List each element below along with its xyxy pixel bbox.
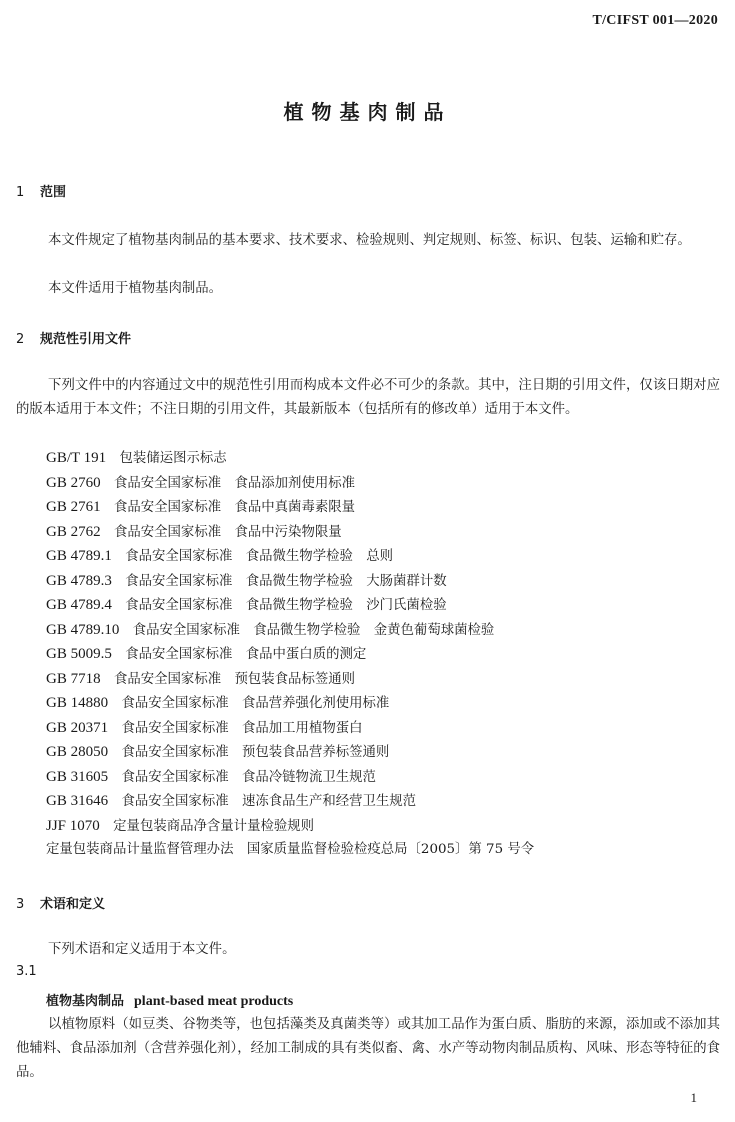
- reference-item: [46, 691, 534, 716]
- term-chinese: 植物基肉制品: [46, 994, 125, 1009]
- reference-title: 食品安全国家标准 预包装食品标签通则: [113, 671, 356, 687]
- reference-title: 定量包装商品净含量计量检验规则: [113, 818, 315, 834]
- reference-code: GB 31646: [46, 793, 109, 809]
- reference-code: GB 4789.3: [46, 572, 112, 589]
- page-number: 1: [690, 1090, 697, 1105]
- document-title: 植物基肉制品: [283, 100, 452, 124]
- reference-code: GB 4789.4: [46, 597, 112, 613]
- reference-item: [46, 716, 534, 741]
- term-number: 3.1: [16, 964, 37, 979]
- reference-code: GB 7718: [46, 670, 101, 687]
- reference-item: [46, 446, 534, 471]
- scope-paragraph-1: 本文件规定了植物基肉制品的基本要求、技术要求、检验规则、判定规则、标签、标识、包装、运输和贮存。: [48, 233, 691, 248]
- reference-code: GB 14880: [46, 695, 109, 711]
- reference-title: 食品安全国家标准 食品冷链物流卫生规范: [121, 769, 376, 785]
- reference-item: [46, 593, 534, 618]
- reference-item: [46, 642, 534, 667]
- reference-title: 食品安全国家标准 食品中蛋白质的测定: [125, 647, 367, 662]
- reference-item: [46, 520, 534, 545]
- reference-item: [46, 838, 534, 863]
- section-title: 术语和定义: [40, 897, 106, 912]
- term-entry: [46, 990, 293, 1010]
- reference-code: GB 4789.10: [46, 621, 120, 638]
- reference-item: [46, 569, 534, 594]
- reference-title: 食品安全国家标准 食品营养强化剂使用标准: [121, 696, 390, 711]
- references-intro: 下列文件中的内容通过文中的规范性引用而构成本文件必不可少的条款。其中，注日期的引用文件，仅该日期对应的版本适用于本文件；不注日期的引用文件，其最新版本（包括所有的修改单）适用于本文件。: [16, 378, 720, 417]
- reference-code: GB 2762: [46, 523, 101, 540]
- reference-code: GB 4789.1: [46, 548, 112, 564]
- term-english: plant-based meat products: [134, 994, 294, 1009]
- reference-code: GB 2761: [46, 499, 101, 515]
- reference-item: [46, 495, 534, 520]
- reference-title: 食品安全国家标准 食品添加剂使用标准: [113, 475, 356, 491]
- section-title: 范围: [40, 185, 67, 200]
- reference-item: [46, 765, 534, 790]
- reference-code: GB/T 191: [46, 450, 107, 466]
- reference-title: 食品安全国家标准 食品中真菌毒素限量: [113, 500, 356, 515]
- reference-item: [46, 740, 534, 765]
- reference-code: GB 28050: [46, 744, 109, 760]
- reference-item: [46, 471, 534, 496]
- section-1-heading: [16, 181, 66, 200]
- section-number: 3: [16, 897, 25, 912]
- section-title: 规范性引用文件: [40, 332, 132, 347]
- section-3-heading: [16, 893, 105, 912]
- reference-code: GB 2760: [46, 474, 101, 491]
- term-definition: 以植物原料（如豆类、谷物类等，也包括藻类及真菌类等）或其加工品作为蛋白质、脂肪的来源，添加或不添加其他辅料、食品添加剂（含营养强化剂），经加工制成的具有类似畜、禽、水产等动物肉制品质构、风味、形态等特征的食品。: [16, 1017, 720, 1080]
- scope-paragraph-2: 本文件适用于植物基肉制品。: [48, 281, 223, 296]
- standard-code: T/CIFST 001—2020: [592, 13, 718, 28]
- reference-title: 定量包装商品计量监督管理办法 国家质量监督检验检疫总局〔2005〕第 75 号令: [46, 842, 535, 857]
- reference-code: GB 20371: [46, 719, 109, 736]
- reference-title: 食品安全国家标准 预包装食品营养标签通则: [121, 745, 390, 760]
- section-number: 2: [16, 332, 25, 347]
- terms-intro: 下列术语和定义适用于本文件。: [48, 942, 236, 957]
- reference-code: GB 31605: [46, 768, 109, 785]
- reference-item: [46, 814, 534, 839]
- section-2-heading: [16, 328, 131, 347]
- reference-item: [46, 618, 534, 643]
- reference-code: JJF 1070: [46, 817, 100, 834]
- section-number: 1: [16, 185, 25, 200]
- reference-title: 食品安全国家标准 食品微生物学检验 总则: [125, 549, 394, 564]
- reference-list: [46, 446, 534, 863]
- reference-item: [46, 544, 534, 569]
- reference-title: 食品安全国家标准 食品中污染物限量: [113, 524, 342, 540]
- reference-title: 食品安全国家标准 食品微生物学检验 金黄色葡萄球菌检验: [132, 622, 495, 638]
- reference-code: GB 5009.5: [46, 646, 112, 662]
- reference-title: 食品安全国家标准 食品微生物学检验 沙门氏菌检验: [125, 598, 447, 613]
- reference-item: [46, 789, 534, 814]
- reference-title: 食品安全国家标准 食品加工用植物蛋白: [121, 720, 363, 736]
- reference-title: 食品安全国家标准 速冻食品生产和经营卫生规范: [121, 794, 417, 809]
- reference-title: 包装储运图示标志: [119, 451, 227, 466]
- reference-title: 食品安全国家标准 食品微生物学检验 大肠菌群计数: [125, 573, 447, 589]
- reference-item: [46, 667, 534, 692]
